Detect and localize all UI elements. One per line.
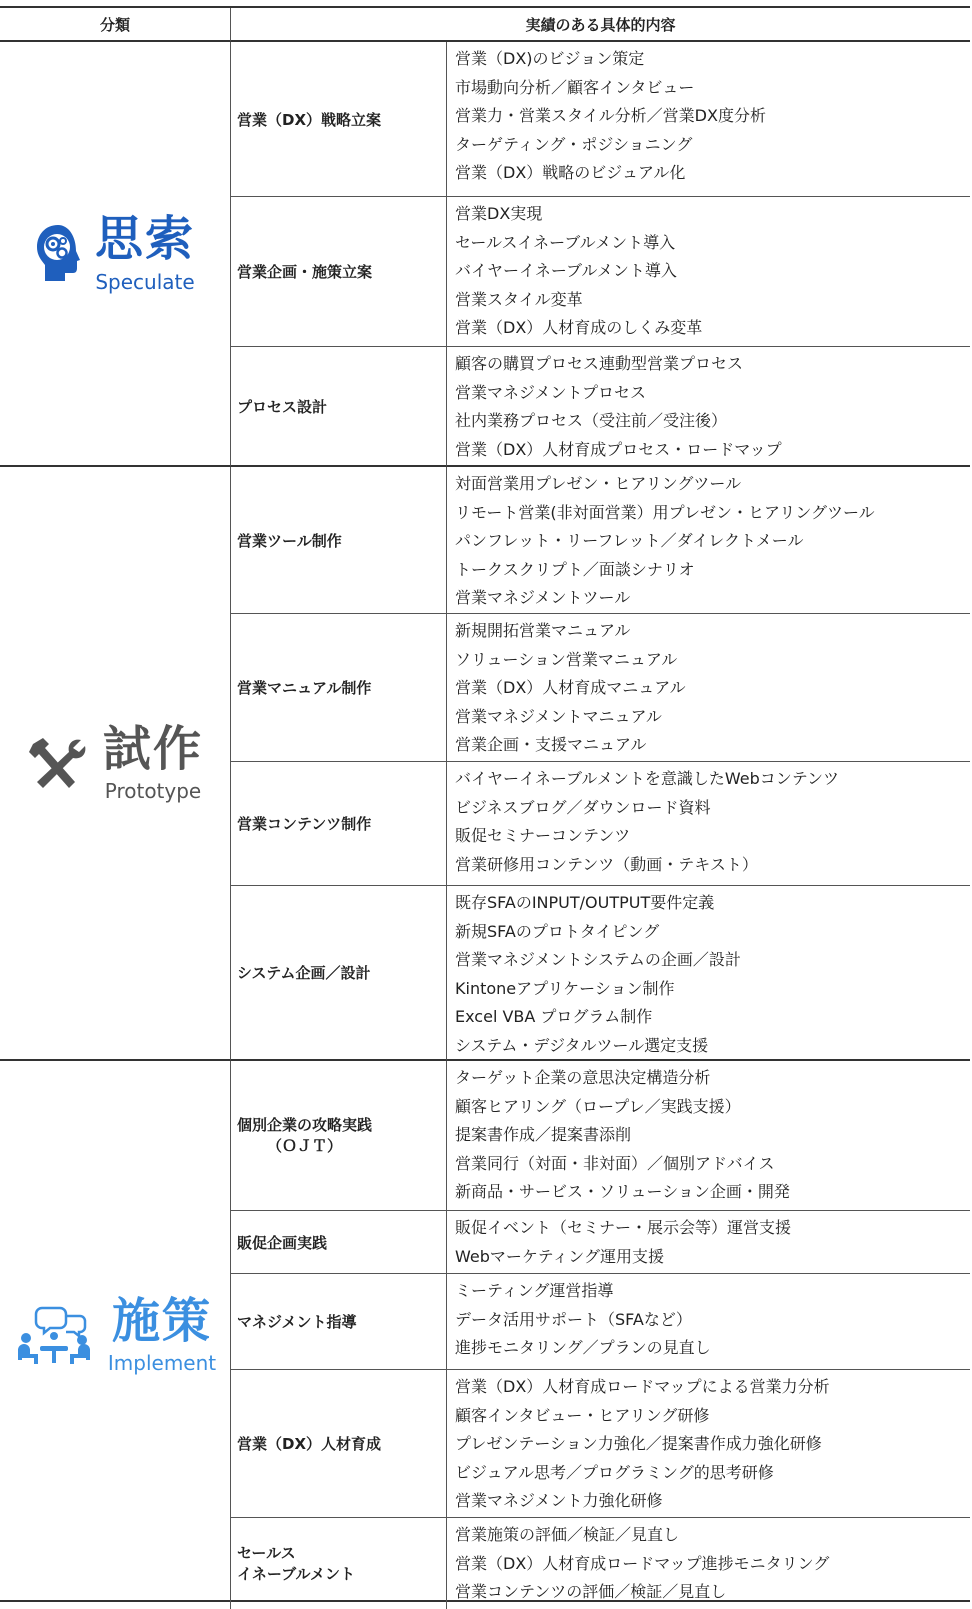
list-item: ソリューション営業マニュアル [455,649,678,669]
category-title-jp: 思索 [94,211,195,268]
list-item: 営業（DX）人材育成ロードマップによる営業力分析 [455,1377,830,1396]
brain-gears-icon [35,223,81,285]
subcategory-title-line: イネーブルメント [237,1564,356,1583]
list-item: 営業スタイル変革 [455,289,583,309]
list-item: 営業コンテンツの評価／検証／見直し [455,1582,727,1601]
category-speculate [0,42,231,467]
subcategory-title: 営業（DX）戦略立案 [231,42,447,197]
item-list [447,1370,970,1518]
list-item: パンフレット・リーフレット／ダイレクトメール [455,531,804,550]
list-item: 営業マネジメント力強化研修 [455,1491,663,1510]
subcategory-title [231,1518,447,1609]
header-category: 分類 [0,8,231,42]
item-list [447,347,970,467]
category-prototype [0,467,231,1061]
category-title-en: Implement [107,1351,217,1376]
list-item: 既存SFAのINPUT/OUTPUT要件定義 [455,893,715,912]
item-list [447,1211,970,1274]
list-item: 営業（DX）人材育成のしくみ変革 [455,318,703,337]
subcategory-title [231,1061,447,1211]
list-item: 対面営業用プレゼン・ヒアリングツール [455,474,742,493]
list-item: 営業（DX）人材育成プロセス・ロードマップ [455,439,782,459]
subcategory-title: マネジメント指導 [231,1274,447,1370]
subcategory-title-line: セールス [237,1544,296,1563]
list-item: 新規SFAのプロトタイピング [455,921,660,941]
list-item: 販促セミナーコンテンツ [455,826,631,845]
subcategory-title: 営業（DX）人材育成 [231,1370,447,1518]
item-list [447,886,970,1061]
list-item: 営業DX実現 [455,204,543,223]
category-title-jp: 施策 [111,1292,212,1349]
list-item: 営業（DX)のビジョン策定 [455,49,645,68]
header-content: 実績のある具体的内容 [231,8,970,42]
list-item: プレゼンテーション力強化／提案書作成力強化研修 [455,1434,822,1453]
category-title-en: Prototype [104,779,202,804]
list-item: 営業マネジメントプロセス [455,382,647,402]
list-item: システム・デジタルツール選定支援 [455,1035,709,1055]
list-item: データ活用サポート（SFAなど） [455,1309,692,1329]
item-list [447,1274,970,1370]
subcategory-title: 販促企画実践 [231,1211,447,1274]
list-item: 営業同行（対面・非対面）／個別アドバイス [455,1153,775,1173]
item-list [447,1061,970,1211]
list-item: 営業マネジメントツール [455,588,631,607]
list-item: Kintoneアプリケーション制作 [455,978,675,998]
list-item: ビジュアル思考／プログラミング的思考研修 [455,1462,774,1482]
list-item: 営業企画・支援マニュアル [455,735,647,754]
subcategory-title: システム企画／設計 [231,886,447,1061]
meeting-people-icon [14,1304,94,1366]
list-item: 顧客ヒアリング（ロープレ／実践支援） [455,1096,741,1116]
services-table [0,6,970,1602]
category-title-jp: 試作 [102,720,203,777]
list-item: ターゲット企業の意思決定構造分析 [455,1068,711,1087]
item-list [447,42,970,197]
subcategory-title: 営業企画・施策立案 [231,197,447,347]
item-list [447,762,970,886]
category-implement [0,1061,231,1609]
list-item: セールスイネーブルメント導入 [455,232,676,252]
tools-icon [27,734,89,792]
list-item: 営業（DX）人材育成ロードマップ進捗モニタリング [455,1553,830,1573]
category-title-en: Speculate [95,269,195,294]
item-list [447,197,970,347]
list-item: 社内業務プロセス（受注前／受注後） [455,411,728,430]
list-item: バイヤーイネーブルメント導入 [455,261,677,280]
subcategory-title: プロセス設計 [231,347,447,467]
list-item: 提案書作成／提案書添削 [455,1125,632,1144]
list-item: 新商品・サービス・ソリューション企画・開発 [455,1182,790,1201]
list-item: 顧客インタビュー・ヒアリング研修 [455,1405,710,1425]
list-item: 進捗モニタリング／プランの見直し [455,1338,711,1357]
list-item: Excel VBA プログラム制作 [455,1007,653,1026]
list-item: 新規開拓営業マニュアル [455,621,631,640]
list-item: トークスクリプト／面談シナリオ [455,559,695,579]
list-item: ミーティング運営指導 [455,1281,614,1300]
subcategory-title-line: （ＯＪＴ） [267,1136,343,1155]
list-item: ビジネスブログ／ダウンロード資料 [455,797,711,817]
list-item: 営業力・営業スタイル分析／営業DX度分析 [455,106,766,125]
item-list [447,467,970,614]
list-item: 営業研修用コンテンツ（動画・テキスト） [455,854,758,874]
subcategory-title: 営業マニュアル制作 [231,614,447,762]
list-item: 営業マネジメントシステムの企画／設計 [455,950,741,969]
subcategory-title-line: 個別企業の攻略実践 [237,1116,373,1135]
list-item: 営業施策の評価／検証／見直し [455,1525,680,1544]
list-item: リモート営業(非対面営業）用プレゼン・ヒアリングツール [455,502,875,522]
subcategory-title: 営業ツール制作 [231,467,447,614]
list-item: 市場動向分析／顧客インタビュー [455,77,695,97]
list-item: ターゲティング・ポジショニング [455,134,693,154]
item-list [447,614,970,762]
list-item: バイヤーイネーブルメントを意識したWebコンテンツ [455,769,840,788]
item-list [447,1518,970,1609]
subcategory-title: 営業コンテンツ制作 [231,762,447,886]
list-item: 顧客の購買プロセス連動型営業プロセス [455,354,744,373]
list-item: 営業（DX）戦略のビジュアル化 [455,163,686,182]
list-item: 営業（DX）人材育成マニュアル [455,678,686,697]
list-item: Webマーケティング運用支援 [455,1246,664,1266]
list-item: 営業マネジメントマニュアル [455,706,662,726]
list-item: 販促イベント（セミナー・展示会等）運営支援 [455,1218,792,1237]
